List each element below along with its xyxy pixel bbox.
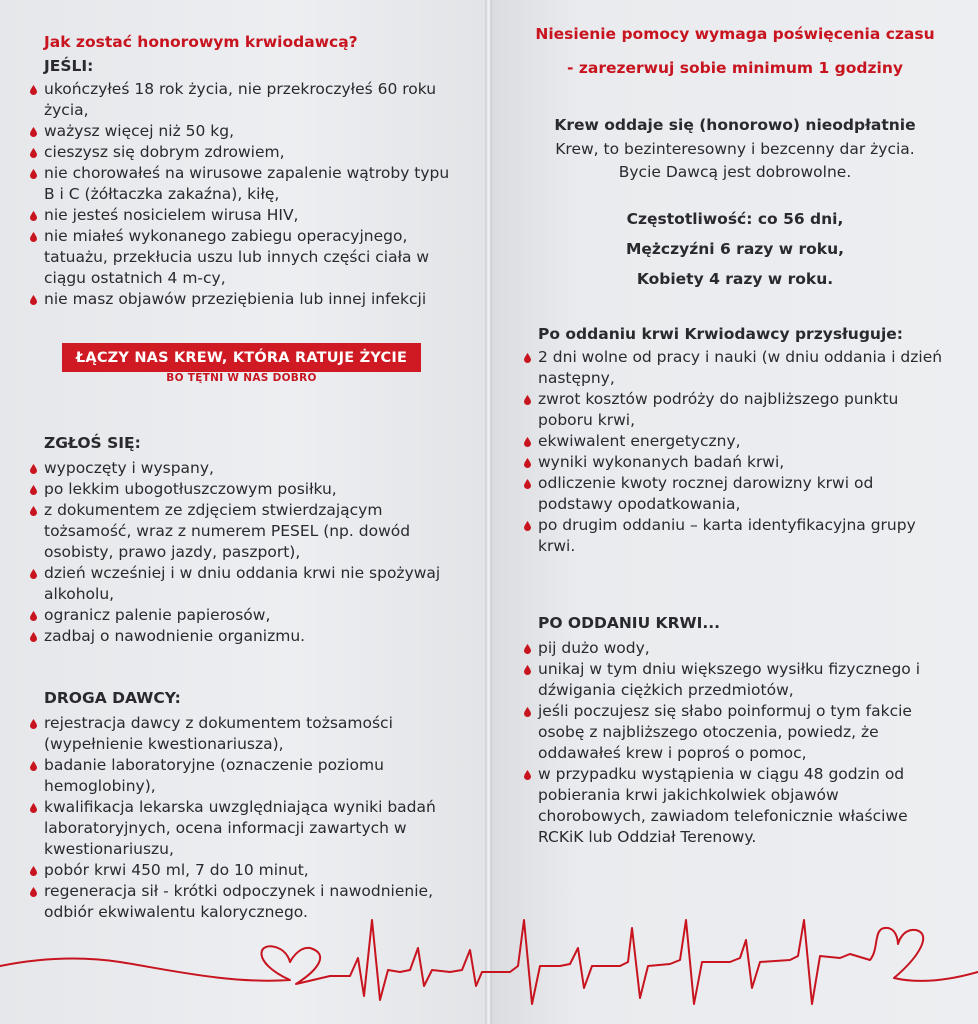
blood-drop-icon xyxy=(30,803,37,813)
list-item: wyniki wykonanych badań krwi, xyxy=(524,452,944,473)
rights-list xyxy=(524,347,944,557)
list-item: nie jesteś nosicielem wirusa HIV, xyxy=(30,205,460,226)
blood-drop-icon xyxy=(30,127,37,137)
list-item: nie chorowałeś na wirusowe zapalenie wątroby typu B i C (żółtaczka zakaźna), kiłę, xyxy=(30,163,460,205)
list-item: zwrot kosztów podróży do najbliższego punktu poboru krwi, xyxy=(524,389,944,431)
list-item: po drugim oddaniu – karta identyfikacyjna grupy krwi. xyxy=(524,515,944,557)
blood-drop-icon xyxy=(30,611,37,621)
list-item: ogranicz palenie papierosów, xyxy=(30,605,470,626)
blood-drop-icon xyxy=(30,866,37,876)
frequency-line2: Mężczyźni 6 razy w roku, xyxy=(625,240,845,258)
blood-drop-icon xyxy=(524,437,531,447)
blood-drop-icon xyxy=(30,211,37,221)
list-item: pij dużo wody, xyxy=(524,638,944,659)
list-item: po lekkim ubogotłuszczowym posiłku, xyxy=(30,479,470,500)
free-heading: Krew oddaje się (honorowo) nieodpłatnie xyxy=(554,116,916,134)
slogan-banner: ŁĄCZY NAS KREW, KTÓRA RATUJE ŻYCIE xyxy=(62,343,421,372)
heartbeat-line-graphic xyxy=(0,900,978,1024)
if-list xyxy=(30,79,460,310)
blood-drop-icon xyxy=(30,85,37,95)
list-item: ekwiwalent energetyczny, xyxy=(524,431,944,452)
blood-drop-icon xyxy=(30,506,37,516)
list-item: z dokumentem ze zdjęciem stwierdzającym tożsamość, wraz z numerem PESEL (np. dowód osobisty, prawo jazdy, paszport), xyxy=(30,500,470,563)
blood-drop-icon xyxy=(30,464,37,474)
blood-drop-icon xyxy=(30,569,37,579)
page-fold xyxy=(485,0,492,1024)
list-item: rejestracja dawcy z dokumentem tożsamości (wypełnienie kwestionariusza), xyxy=(30,713,470,755)
report-list xyxy=(30,458,470,647)
list-item: kwalifikacja lekarska uwzględniająca wyniki badań laboratoryjnych, ocena informacji zawartych w kwestionariuszu, xyxy=(30,797,470,860)
right-title-line2: - zarezerwuj sobie minimum 1 godziny xyxy=(567,59,903,77)
blood-drop-icon xyxy=(30,232,37,242)
blood-drop-icon xyxy=(524,479,531,489)
list-item: regeneracja sił - krótki odpoczynek i nawodnienie, odbiór ekwiwalentu kalorycznego. xyxy=(30,881,470,923)
list-item: ukończyłeś 18 rok życia, nie przekroczyłeś 60 roku życia, xyxy=(30,79,460,121)
free-line1: Krew, to bezinteresowny i bezcenny dar życia. xyxy=(555,140,915,158)
list-item: unikaj w tym dniu większego wysiłku fizycznego i dźwigania ciężkich przedmiotów, xyxy=(524,659,944,701)
blood-drop-icon xyxy=(30,169,37,179)
blood-drop-icon xyxy=(524,665,531,675)
blood-drop-icon xyxy=(30,295,37,305)
left-title: Jak zostać honorowym krwiodawcą? xyxy=(44,33,358,51)
blood-drop-icon xyxy=(524,707,531,717)
list-item: dzień wcześniej i w dniu oddania krwi nie spożywaj alkoholu, xyxy=(30,563,470,605)
after-heading: PO ODDANIU KRWI... xyxy=(538,614,721,632)
path-list xyxy=(30,713,470,923)
blood-drop-icon xyxy=(524,521,531,531)
blood-drop-icon xyxy=(524,395,531,405)
path-heading: DROGA DAWCY: xyxy=(44,689,181,707)
list-item: badanie laboratoryjne (oznaczenie poziomu hemoglobiny), xyxy=(30,755,470,797)
after-list xyxy=(524,638,944,848)
list-item: jeśli poczujesz się słabo poinformuj o tym fakcie osobę z najbliższego otoczenia, powiedz, że oddawałeś krew i poproś o pomoc, xyxy=(524,701,944,764)
list-item: pobór krwi 450 ml, 7 do 10 minut, xyxy=(30,860,470,881)
slogan-subtitle: BO TĘTNI W NAS DOBRO xyxy=(166,372,317,384)
list-item: odliczenie kwoty rocznej darowizny krwi od podstawy opodatkowania, xyxy=(524,473,944,515)
rights-heading: Po oddaniu krwi Krwiodawcy przysługuje: xyxy=(538,325,903,343)
right-title-line1: Niesienie pomocy wymaga poświęcenia czasu xyxy=(535,25,935,43)
blood-drop-icon xyxy=(30,148,37,158)
free-line2: Bycie Dawcą jest dobrowolne. xyxy=(618,163,852,181)
frequency-line1: Częstotliwość: co 56 dni, xyxy=(626,210,844,228)
if-heading: JEŚLI: xyxy=(44,57,94,75)
list-item: wypoczęty i wyspany, xyxy=(30,458,470,479)
blood-drop-icon xyxy=(524,644,531,654)
blood-drop-icon xyxy=(524,353,531,363)
blood-drop-icon xyxy=(30,632,37,642)
blood-drop-icon xyxy=(30,887,37,897)
frequency-line3: Kobiety 4 razy w roku. xyxy=(636,270,834,288)
report-heading: ZGŁOŚ SIĘ: xyxy=(44,434,141,452)
blood-drop-icon xyxy=(524,458,531,468)
list-item: nie miałeś wykonanego zabiegu operacyjnego, tatuażu, przekłucia uszu lub innych części ciała w ciągu ostatnich 4 m-cy, xyxy=(30,226,460,289)
list-item: w przypadku wystąpienia w ciągu 48 godzin od pobierania krwi jakichkolwiek objawów chorobowych, zawiadom telefonicznie właściwe RCKiK lub Oddział Terenowy. xyxy=(524,764,944,848)
blood-drop-icon xyxy=(30,485,37,495)
list-item: ważysz więcej niż 50 kg, xyxy=(30,121,460,142)
blood-drop-icon xyxy=(524,770,531,780)
list-item: nie masz objawów przeziębienia lub innej infekcji xyxy=(30,289,460,310)
blood-drop-icon xyxy=(30,719,37,729)
list-item: 2 dni wolne od pracy i nauki (w dniu oddania i dzień następny, xyxy=(524,347,944,389)
blood-drop-icon xyxy=(30,761,37,771)
list-item: cieszysz się dobrym zdrowiem, xyxy=(30,142,460,163)
list-item: zadbaj o nawodnienie organizmu. xyxy=(30,626,470,647)
